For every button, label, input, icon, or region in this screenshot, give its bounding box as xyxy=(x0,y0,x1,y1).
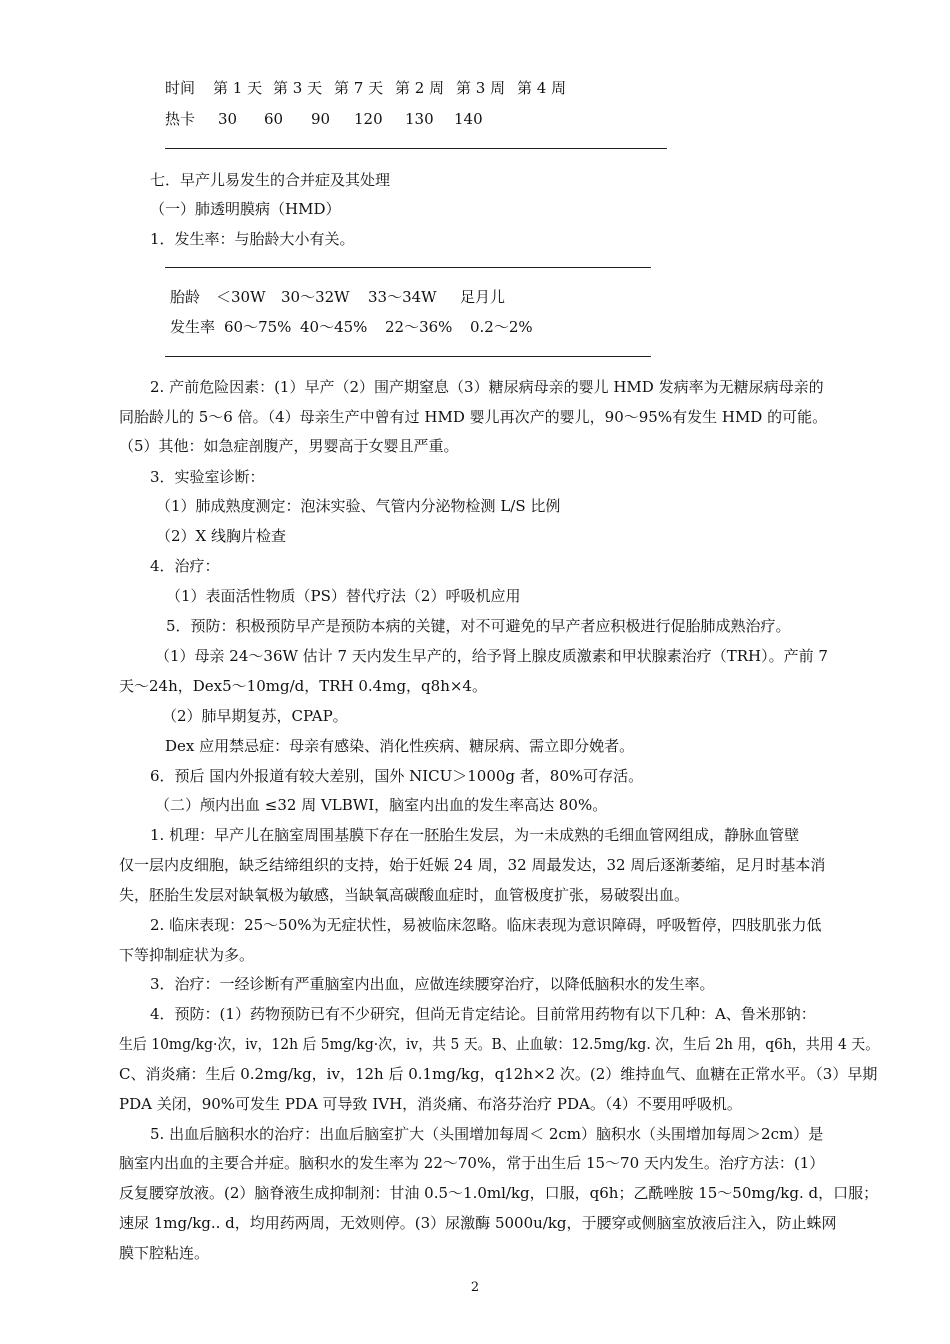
ivh-p5-line-3: 反复腰穿放液。(2）脑脊液生成抑制剂：甘油 0.5～1.0ml/kg，口服，q6h；乙酰唑胺 15～50mg/kg. d，口服； xyxy=(119,1184,879,1202)
table-cell: 第 1 天 xyxy=(213,79,263,97)
hmd-table-top-rule xyxy=(165,267,651,268)
ivh-p2-line-2: 下等抑制症状为多。 xyxy=(119,946,255,964)
table-cell: 发生率 xyxy=(170,318,216,336)
table-cell: 130 xyxy=(405,110,434,128)
table-cell: 120 xyxy=(354,110,383,128)
table-cell: 第 4 周 xyxy=(517,79,567,97)
hmd-p5a-line-2: 天～24h，Dex5～10mg/d，TRH 0.4mg，q8h×4。 xyxy=(119,677,487,695)
ivh-p4-line-2: 生后 10mg/kg·次，iv，12h 后 5mg/kg·次，iv，共 5 天。B、止血敏：12.5mg/kg. 次，生后 2h 用，q6h，共用 4 天。 xyxy=(119,1035,880,1053)
hmd-p4: 4．治疗： xyxy=(150,557,220,575)
hmd-p2-line-3: （5）其他：如急症剖腹产，男婴高于女婴且严重。 xyxy=(119,437,459,455)
hmd-title: （一）肺透明膜病（HMD） xyxy=(150,200,341,218)
hmd-p2-line-1: 2. 产前危险因素：(1）早产（2）围产期窒息（3）糖尿病母亲的婴儿 HMD 发病率为无糖尿病母亲的 xyxy=(150,378,824,396)
table-cell: 30 xyxy=(218,110,238,128)
table-cell: 热卡 xyxy=(165,110,196,128)
hmd-p3a: （1）肺成熟度测定：泡沫实验、气管内分泌物检测 L/S 比例 xyxy=(156,497,561,515)
table-cell: 22～36% xyxy=(385,318,453,336)
page-number: 2 xyxy=(470,1280,480,1295)
hmd-table-row xyxy=(0,317,950,337)
table-cell: 第 3 周 xyxy=(456,79,506,97)
table-cell: 60 xyxy=(264,110,284,128)
hmd-p4a: （1）表面活性物质（PS）替代疗法（2）呼吸机应用 xyxy=(166,587,521,605)
table-cell: 140 xyxy=(454,110,483,128)
ivh-p1-line-3: 失，胚胎生发层对缺氧极为敏感，当缺氧高碳酸血症时，血管极度扩张，易破裂出血。 xyxy=(119,886,690,904)
ivh-p4-line-4: PDA 关闭，90%可发生 PDA 可导致 IVH，消炎痛、布洛芬治疗 PDA。（4）不要用呼吸机。 xyxy=(119,1095,742,1113)
ivh-p5-line-5: 膜下腔粘连。 xyxy=(119,1244,210,1262)
ivh-p5-line-4: 速尿 1mg/kg.. d，均用药两周，无效则停。(3）尿激酶 5000u/kg，于腰穿或侧脑室放液后注入，防止蛛网 xyxy=(119,1214,837,1232)
hmd-p5c: Dex 应用禁忌症：母亲有感染、消化性疾病、糖尿病、需立即分娩者。 xyxy=(165,737,635,755)
ivh-p1-line-2: 仅一层内皮细胞，缺乏结缔组织的支持，始于妊娠 24 周，32 周最发达，32 周后逐渐萎缩，足月时基本消 xyxy=(119,856,826,874)
table-cell: 33～34W xyxy=(368,288,437,306)
hmd-p5a-line-1: （1）母亲 24～36W 估计 7 天内发生早产的，给予肾上腺皮质激素和甲状腺素治疗（TRH）。产前 7 xyxy=(155,647,828,665)
table-cell: 30～32W xyxy=(281,288,350,306)
table-cell: 时间 xyxy=(165,79,196,97)
ivh-p1-line-1: 1. 机理：早产儿在脑室周围基膜下存在一胚胎生发层，为一未成熟的毛细血管网组成，静脉血管壁 xyxy=(150,826,800,844)
table-cell: 第 3 天 xyxy=(273,79,323,97)
ivh-p5-line-2: 脑室内出血的主要合并症。脑积水的发生率为 22～70%，常于出生后 15～70 天内发生。治疗方法：(1） xyxy=(119,1154,825,1172)
table-cell: 60～75% xyxy=(224,318,292,336)
table-cell: ＜30W xyxy=(216,288,266,306)
ivh-title: （二）颅内出血 ≤32 周 VLBWI，脑室内出血的发生率高达 80%。 xyxy=(155,796,608,814)
calorie-table-header xyxy=(0,78,950,98)
section-7-title: 七．早产儿易发生的合并症及其处理 xyxy=(150,171,391,189)
hmd-table-bottom-rule xyxy=(165,356,651,357)
table-cell: 胎龄 xyxy=(170,288,201,306)
hmd-p5b: （2）肺早期复苏，CPAP。 xyxy=(162,707,348,725)
table-bottom-rule xyxy=(165,148,667,149)
hmd-table-header xyxy=(0,287,950,307)
hmd-p6: 6．预后 国内外报道有较大差别，国外 NICU＞1000g 者，80%可存活。 xyxy=(150,767,644,785)
table-cell: 40～45% xyxy=(300,318,368,336)
hmd-p5: 5．预防：积极预防早产是预防本病的关键，对不可避免的早产者应积极进行促胎肺成熟治疗。 xyxy=(166,617,791,635)
table-cell: 第 7 天 xyxy=(334,79,384,97)
hmd-p1: 1．发生率：与胎龄大小有关。 xyxy=(150,230,355,248)
hmd-p2-line-2: 同胎龄儿的 5～6 倍。（4）母亲生产中曾有过 HMD 婴儿再次产的婴儿，90～95%有发生 HMD 的可能。 xyxy=(119,408,828,426)
hmd-p3: 3．实验室诊断： xyxy=(150,468,265,486)
table-cell: 足月儿 xyxy=(460,288,506,306)
ivh-p5-line-1: 5. 出血后脑积水的治疗：出血后脑室扩大（头围增加每周＜ 2cm）脑积水（头围增加每周＞2cm）是 xyxy=(150,1125,824,1143)
table-cell: 90 xyxy=(311,110,331,128)
calorie-table-row xyxy=(0,109,950,129)
ivh-p4-line-3: C、消炎痛：生后 0.2mg/kg，iv，12h 后 0.1mg/kg，q12h×2 次。(2）维持血气、血糖在正常水平。（3）早期 xyxy=(119,1065,878,1083)
ivh-p4-line-1: 4．预防：(1）药物预防已有不少研究，但尚无肯定结论。目前常用药物有以下几种：A、鲁米那钠： xyxy=(150,1005,816,1023)
hmd-p3b: （2）X 线胸片检查 xyxy=(156,527,286,545)
table-cell: 第 2 周 xyxy=(395,79,445,97)
table-cell: 0.2～2% xyxy=(470,318,533,336)
ivh-p3: 3．治疗：一经诊断有严重脑室内出血，应做连续腰穿治疗，以降低脑积水的发生率。 xyxy=(150,975,715,993)
ivh-p2-line-1: 2. 临床表现：25～50%为无症状性，易被临床忽略。临床表现为意识障碍，呼吸暂停，四肢肌张力低 xyxy=(150,916,822,934)
